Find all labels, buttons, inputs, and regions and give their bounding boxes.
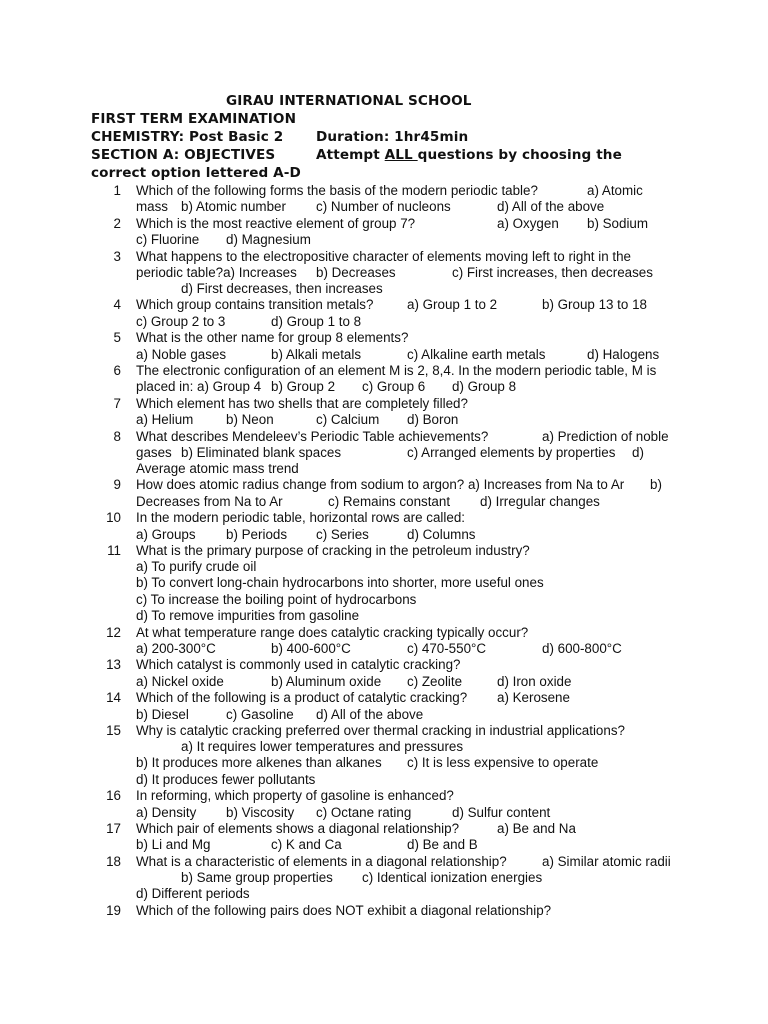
question-number: 14 bbox=[106, 690, 121, 705]
option-b: b) Sodium bbox=[587, 216, 649, 231]
option-a: a) It requires lower temperatures and pressures bbox=[181, 739, 464, 754]
question-number: 11 bbox=[107, 543, 121, 558]
option-c: c) Alkaline earth metals bbox=[407, 347, 546, 362]
option-d: d) Boron bbox=[407, 412, 459, 427]
option-c: c) It is less expensive to operate bbox=[407, 755, 599, 770]
option-d: d) First decreases, then increases bbox=[181, 281, 383, 296]
option-c: c) Series bbox=[316, 527, 369, 542]
option-a: a) Group 1 to 2 bbox=[407, 297, 498, 312]
option-b: b) Alkali metals bbox=[271, 347, 362, 362]
question-text: In reforming, which property of gasoline is enhanced? bbox=[136, 788, 454, 803]
option-c: c) Octane rating bbox=[316, 805, 412, 820]
question-text: What happens to the electropositive character of elements moving left to right in the bbox=[136, 249, 631, 264]
option-c: c) K and Ca bbox=[271, 837, 342, 852]
question-text: Which group contains transition metals? bbox=[136, 297, 374, 312]
question-text: Which pair of elements shows a diagonal relationship? bbox=[136, 821, 460, 836]
option-b: b) Neon bbox=[226, 412, 274, 427]
option-b: b) Decreases bbox=[316, 265, 396, 280]
option-c: c) Zeolite bbox=[407, 674, 463, 689]
option-d: d) Halogens bbox=[587, 347, 660, 362]
option-c: c) Remains constant bbox=[328, 494, 451, 509]
instructions-part2: questions by choosing the bbox=[417, 147, 622, 163]
option-a: a) Be and Na bbox=[497, 821, 576, 836]
option-c: c) To increase the boiling point of hydrocarbons bbox=[136, 592, 417, 607]
option-a: a) Similar atomic radii bbox=[542, 854, 671, 869]
option-a: a) 200-300°C bbox=[136, 641, 216, 656]
question-text: Which of the following forms the basis of the modern periodic table? bbox=[136, 183, 538, 198]
question-number: 18 bbox=[106, 854, 121, 869]
question-number: 8 bbox=[113, 429, 121, 444]
option-d: d) bbox=[632, 445, 644, 460]
option-a: a) Helium bbox=[136, 412, 194, 427]
question-text: The electronic configuration of an element M is 2, 8,4. In the modern periodic table, M is bbox=[136, 363, 657, 378]
option-b: b) Group 2 bbox=[271, 379, 336, 394]
question-text: Which element has two shells that are completely filled? bbox=[136, 396, 468, 411]
option-a: placed in: a) Group 4 bbox=[136, 379, 262, 394]
subject-title: CHEMISTRY: Post Basic 2 bbox=[91, 129, 284, 145]
question-text: Which is the most reactive element of group 7? bbox=[136, 216, 416, 231]
option-b: b) Eliminated blank spaces bbox=[181, 445, 342, 460]
question-number: 13 bbox=[106, 657, 121, 672]
option-c: c) Group 2 to 3 bbox=[136, 314, 226, 329]
option-d: d) All of the above bbox=[497, 199, 605, 214]
option-b: b) Periods bbox=[226, 527, 288, 542]
option-c: c) First increases, then decreases bbox=[452, 265, 653, 280]
instructions bbox=[316, 146, 622, 164]
option-a: periodic table?a) Increases bbox=[136, 265, 297, 280]
option-d: d) Sulfur content bbox=[452, 805, 551, 820]
option-b: b) Group 13 to 18 bbox=[542, 297, 647, 312]
question-text: What is the primary purpose of cracking in the petroleum industry? bbox=[136, 543, 530, 558]
question-number: 1 bbox=[113, 183, 121, 198]
option-c: c) Gasoline bbox=[226, 707, 294, 722]
question-text: Which catalyst is commonly used in catalytic cracking? bbox=[136, 657, 461, 672]
option-a: a) To purify crude oil bbox=[136, 559, 257, 574]
question-number: 2 bbox=[113, 216, 121, 231]
option-c: c) Calcium bbox=[316, 412, 380, 427]
question-number: 7 bbox=[113, 396, 121, 411]
option-b: b) Viscosity bbox=[226, 805, 295, 820]
option-b-cont: Decreases from Na to Ar bbox=[136, 494, 283, 509]
option-a: a) Oxygen bbox=[497, 216, 559, 231]
instructions-line2: correct option lettered A-D bbox=[91, 165, 301, 181]
option-c: c) 470-550°C bbox=[407, 641, 487, 656]
option-a: a) Nickel oxide bbox=[136, 674, 224, 689]
option-d-cont: Average atomic mass trend bbox=[136, 461, 299, 476]
option-c: c) Group 6 bbox=[362, 379, 426, 394]
option-a: a) Kerosene bbox=[497, 690, 570, 705]
option-a: a) Groups bbox=[136, 527, 196, 542]
question-number: 12 bbox=[106, 625, 121, 640]
option-d: d) Iron oxide bbox=[497, 674, 572, 689]
option-a-cont: mass bbox=[136, 199, 168, 214]
option-b: b) bbox=[650, 477, 662, 492]
question-text: Why is catalytic cracking preferred over thermal cracking in industrial applications? bbox=[136, 723, 625, 738]
question-text: Which of the following pairs does NOT exhibit a diagonal relationship? bbox=[136, 903, 552, 918]
question-number: 9 bbox=[113, 477, 121, 492]
option-d: d) Group 8 bbox=[452, 379, 517, 394]
question-number: 4 bbox=[113, 297, 121, 312]
question-text: At what temperature range does catalytic cracking typically occur? bbox=[136, 625, 529, 640]
question-number: 16 bbox=[106, 788, 121, 803]
question-text: What describes Mendeleev’s Periodic Table achievements? bbox=[136, 429, 489, 444]
option-b: b) Diesel bbox=[136, 707, 189, 722]
option-c: c) Identical ionization energies bbox=[362, 870, 543, 885]
instructions-emphasis: ALL bbox=[384, 147, 418, 163]
option-d: d) Magnesium bbox=[226, 232, 311, 247]
option-d: d) Be and B bbox=[407, 837, 478, 852]
question-text: What is the other name for group 8 elements? bbox=[136, 330, 409, 345]
option-a-cont: gases bbox=[136, 445, 172, 460]
question-number: 17 bbox=[106, 821, 121, 836]
instructions-part1: Attempt bbox=[316, 147, 385, 163]
question-number: 15 bbox=[106, 723, 121, 738]
option-d: d) To remove impurities from gasoline bbox=[136, 608, 360, 623]
question-text: Which of the following is a product of catalytic cracking? bbox=[136, 690, 468, 705]
option-b: b) Same group properties bbox=[181, 870, 333, 885]
option-a: a) Atomic bbox=[587, 183, 643, 198]
option-b: b) Aluminum oxide bbox=[271, 674, 382, 689]
option-b: b) It produces more alkenes than alkanes bbox=[136, 755, 382, 770]
question-number: 6 bbox=[113, 363, 121, 378]
option-d: d) All of the above bbox=[316, 707, 424, 722]
duration-text: Duration: 1hr45min bbox=[316, 129, 469, 145]
option-b: b) Atomic number bbox=[181, 199, 286, 214]
option-b: b) Li and Mg bbox=[136, 837, 211, 852]
question-number: 10 bbox=[106, 510, 121, 525]
option-c: c) Fluorine bbox=[136, 232, 200, 247]
option-d: d) Columns bbox=[407, 527, 476, 542]
option-b: b) To convert long-chain hydrocarbons into shorter, more useful ones bbox=[136, 575, 544, 590]
option-a: a) Noble gases bbox=[136, 347, 227, 362]
school-name: GIRAU INTERNATIONAL SCHOOL bbox=[226, 93, 472, 109]
option-d: d) Group 1 to 8 bbox=[271, 314, 362, 329]
option-d: d) 600-800°C bbox=[542, 641, 622, 656]
question-number: 5 bbox=[113, 330, 121, 345]
exam-title: FIRST TERM EXAMINATION bbox=[91, 111, 297, 127]
option-a: a) Prediction of noble bbox=[542, 429, 669, 444]
section-title: SECTION A: OBJECTIVES bbox=[91, 147, 276, 163]
question-text: What is a characteristic of elements in a diagonal relationship? bbox=[136, 854, 507, 869]
option-c: c) Number of nucleons bbox=[316, 199, 451, 214]
option-c: c) Arranged elements by properties bbox=[407, 445, 616, 460]
question-number: 3 bbox=[113, 249, 121, 264]
question-text: In the modern periodic table, horizontal rows are called: bbox=[136, 510, 465, 525]
question-text: How does atomic radius change from sodium to argon? a) Increases from Na to Ar bbox=[136, 477, 625, 492]
question-number: 19 bbox=[106, 903, 121, 918]
option-d: d) It produces fewer pollutants bbox=[136, 772, 316, 787]
option-d: d) Irregular changes bbox=[480, 494, 600, 509]
option-b: b) 400-600°C bbox=[271, 641, 351, 656]
option-a: a) Density bbox=[136, 805, 197, 820]
option-d: d) Different periods bbox=[136, 886, 250, 901]
